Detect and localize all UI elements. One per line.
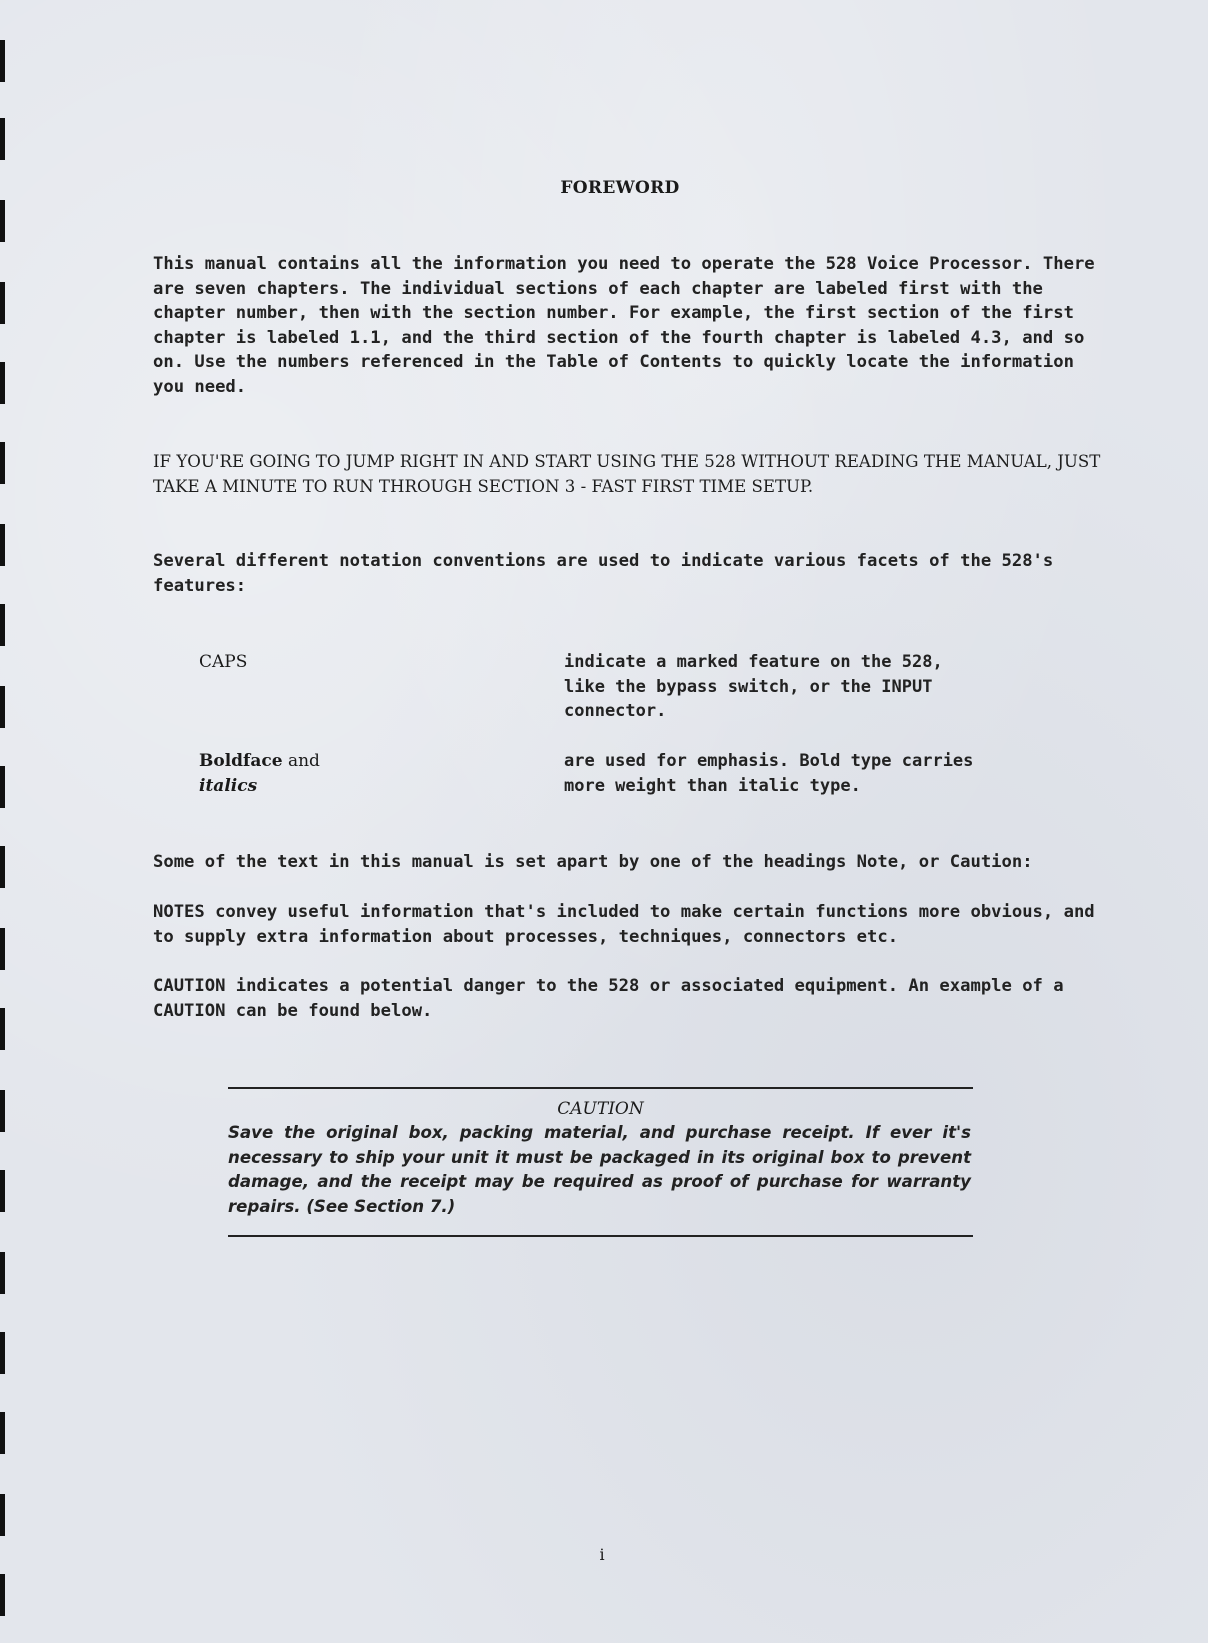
italics-term: italics: [199, 775, 258, 796]
term-joiner: and: [282, 751, 320, 771]
binding-hole: [0, 1574, 5, 1616]
binding-hole: [0, 1494, 5, 1536]
boldface-term: Boldface: [199, 751, 283, 771]
intro-paragraph: This manual contains all the information you need to operate the 528 Voice Processor. There are seven chapters. The individual sections of each chapter are labeled first with the chapter number, then with the section number. For example, the first section of the first chapter is labeled 1.1, and the third section of the fourth chapter is labeled 4.3, and so on. Use the numbers referenced in the Table of Contents to quickly locate the information you need.: [153, 254, 1095, 397]
binding-hole: [0, 1412, 5, 1454]
quick-start-warning: IF YOU'RE GOING TO JUMP RIGHT IN AND START USING THE 528 WITHOUT READING THE MANUAL, JUST TAKE A MINUTE TO RUN THROUGH SECTION 3 - FAST FIRST TIME SETUP.: [153, 452, 1101, 496]
binding-hole: [0, 604, 5, 646]
caution-paragraph: CAUTION indicates a potential danger to the 528 or associated equipment. An example of a CAUTION can be found below.: [153, 976, 1064, 1021]
notes-paragraph: NOTES convey useful information that's included to make certain functions more obvious, and to supply extra information about processes, techniques, connectors etc.: [153, 902, 1095, 947]
caution-body: Save the original box, packing material, and purchase receipt. If ever it's necessary to ship your unit it must be packaged in its original box to prevent damage, and the receipt may be required as proof of purchase for warranty repairs. (See Section 7.): [228, 1123, 971, 1216]
caution-heading: CAUTION: [557, 1099, 644, 1119]
headings-paragraph: Some of the text in this manual is set apart by one of the headings Note, or Caution:: [153, 852, 1033, 872]
binding-hole: [0, 524, 5, 566]
binding-hole: [0, 766, 5, 808]
binding-hole: [0, 118, 5, 160]
binding-hole: [0, 200, 5, 242]
page-title: FOREWORD: [560, 178, 680, 198]
binding-hole: [0, 1332, 5, 1374]
binding-hole: [0, 686, 5, 728]
page-number: i: [599, 1545, 605, 1564]
binding-hole: [0, 1170, 5, 1212]
binding-hole: [0, 40, 5, 82]
binding-hole: [0, 1008, 5, 1050]
binding-hole: [0, 1090, 5, 1132]
binding-hole: [0, 282, 5, 324]
convention-term: [199, 749, 499, 798]
binding-hole: [0, 846, 5, 888]
binding-hole: [0, 928, 5, 970]
convention-description: indicate a marked feature on the 528, like the bypass switch, or the INPUT connector.: [564, 652, 943, 722]
convention-term: CAPS: [199, 652, 248, 672]
binding-hole: [0, 442, 5, 484]
spiral-binding: [0, 0, 10, 1643]
convention-description: are used for emphasis. Bold type carries more weight than italic type.: [564, 751, 974, 796]
binding-hole: [0, 1252, 5, 1294]
caution-box: [228, 1087, 973, 1237]
conventions-intro: Several different notation conventions are used to indicate various facets of the 528's features:: [153, 551, 1054, 596]
binding-hole: [0, 362, 5, 404]
